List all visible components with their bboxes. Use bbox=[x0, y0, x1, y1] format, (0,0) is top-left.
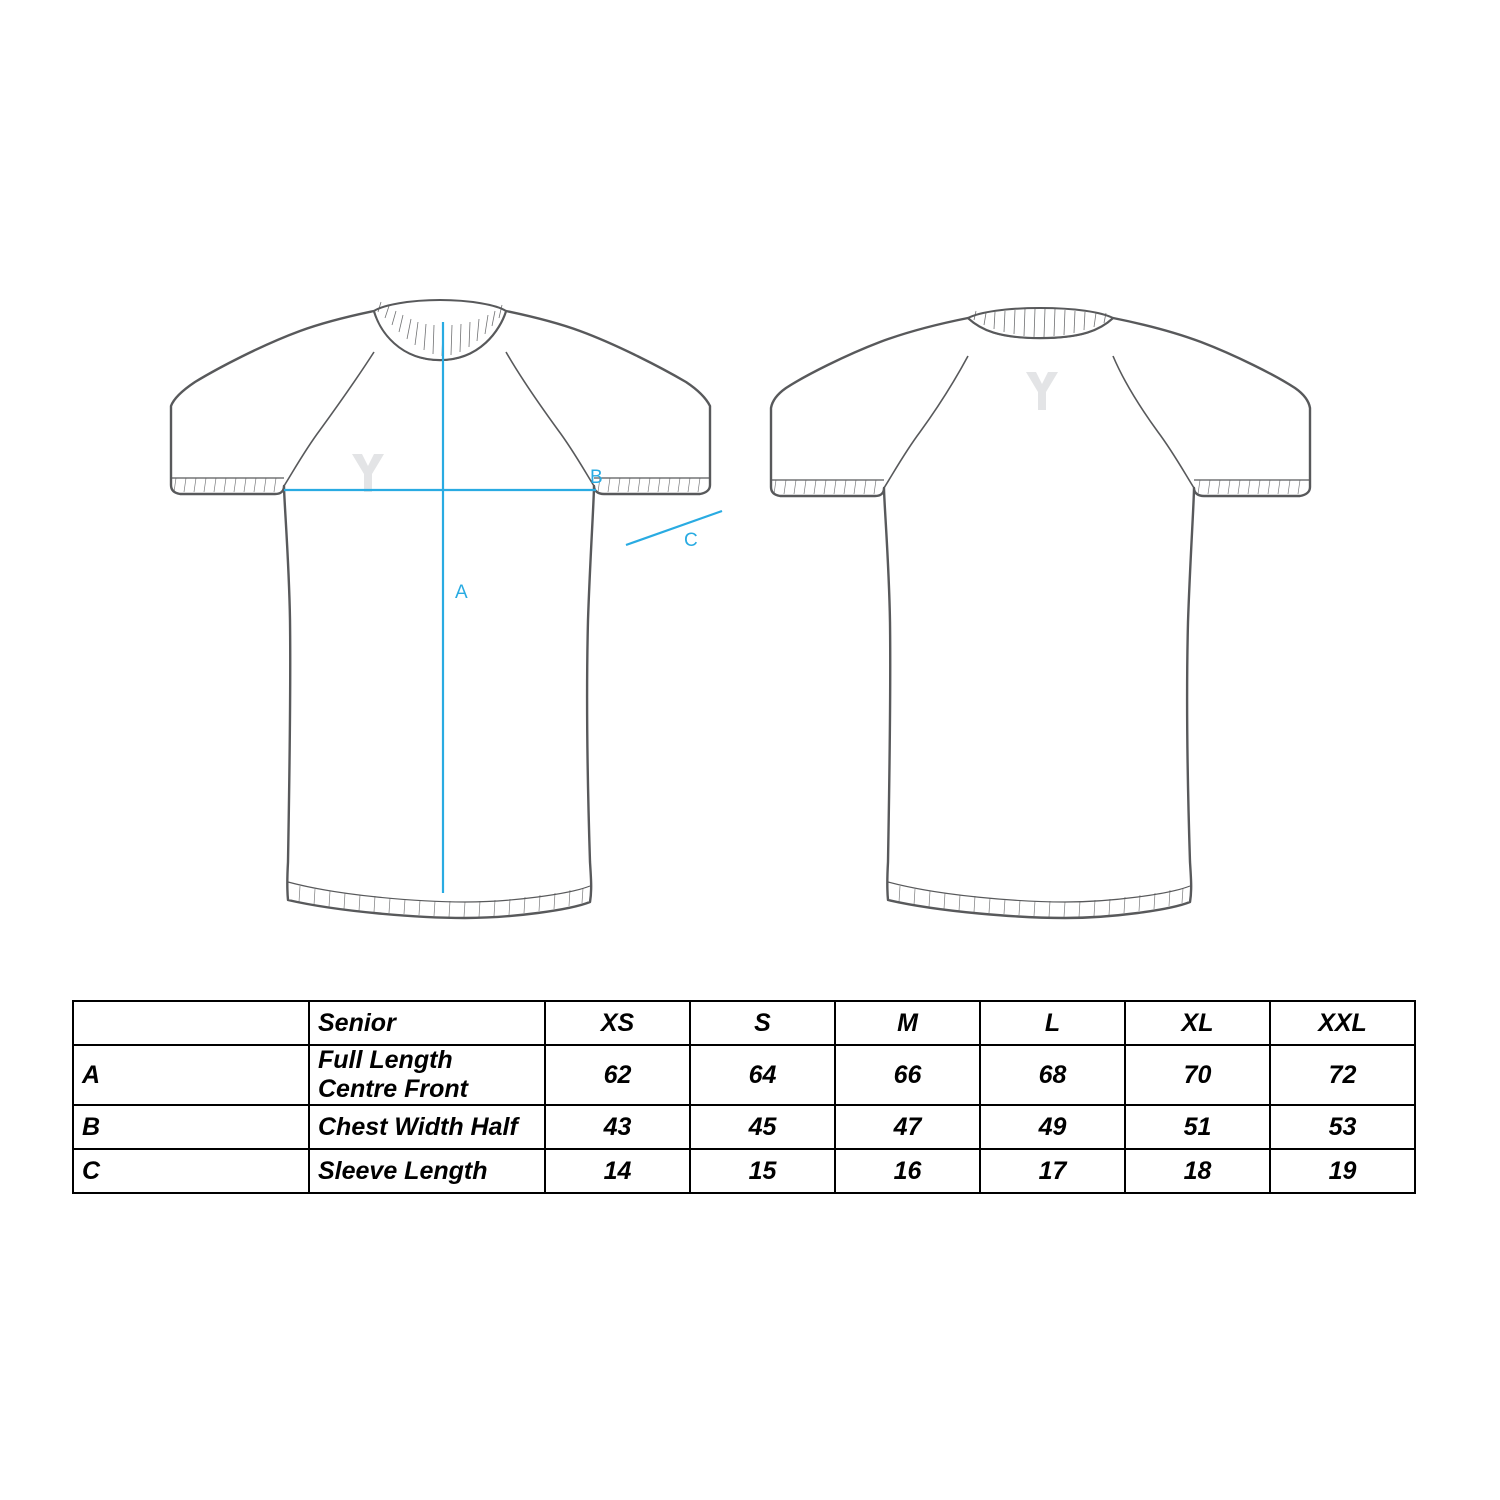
row-a-xxl: 72 bbox=[1270, 1045, 1415, 1105]
row-c-m: 16 bbox=[835, 1149, 980, 1193]
header-size-s: S bbox=[690, 1001, 835, 1045]
table-row bbox=[73, 1149, 1415, 1193]
row-a-xl: 70 bbox=[1125, 1045, 1270, 1105]
size-table bbox=[72, 1000, 1416, 1194]
row-b-l: 49 bbox=[980, 1105, 1125, 1149]
dimension-line-c bbox=[626, 511, 722, 545]
row-b-xxl: 53 bbox=[1270, 1105, 1415, 1149]
row-b-xl: 51 bbox=[1125, 1105, 1270, 1149]
row-code-a: A bbox=[73, 1045, 309, 1105]
row-a-xs: 62 bbox=[545, 1045, 690, 1105]
back-view bbox=[771, 308, 1310, 918]
table-row bbox=[73, 1045, 1415, 1105]
row-name-c: Sleeve Length bbox=[309, 1149, 545, 1193]
row-c-s: 15 bbox=[690, 1149, 835, 1193]
row-b-xs: 43 bbox=[545, 1105, 690, 1149]
header-size-m: M bbox=[835, 1001, 980, 1045]
row-code-b: B bbox=[73, 1105, 309, 1149]
row-b-m: 47 bbox=[835, 1105, 980, 1149]
row-a-l: 68 bbox=[980, 1045, 1125, 1105]
dimension-label-c: C bbox=[684, 530, 698, 551]
header-code-blank bbox=[73, 1001, 309, 1045]
row-name-b: Chest Width Half bbox=[309, 1105, 545, 1149]
header-size-xl: XL bbox=[1125, 1001, 1270, 1045]
dimension-label-b: B bbox=[590, 467, 603, 488]
row-a-m: 66 bbox=[835, 1045, 980, 1105]
size-table-header-row bbox=[73, 1001, 1415, 1045]
dimension-label-a: A bbox=[455, 582, 468, 603]
header-group-title: Senior bbox=[309, 1001, 545, 1045]
row-c-l: 17 bbox=[980, 1149, 1125, 1193]
header-size-l: L bbox=[980, 1001, 1125, 1045]
row-name-a: Full Length Centre Front bbox=[309, 1045, 545, 1105]
row-a-s: 64 bbox=[690, 1045, 835, 1105]
header-size-xs: XS bbox=[545, 1001, 690, 1045]
row-c-xs: 14 bbox=[545, 1149, 690, 1193]
size-table-container bbox=[72, 1000, 1416, 1194]
front-view bbox=[171, 300, 710, 918]
row-c-xxl: 19 bbox=[1270, 1149, 1415, 1193]
header-size-xxl: XXL bbox=[1270, 1001, 1415, 1045]
table-row bbox=[73, 1105, 1415, 1149]
row-c-xl: 18 bbox=[1125, 1149, 1270, 1193]
row-b-s: 45 bbox=[690, 1105, 835, 1149]
row-code-c: C bbox=[73, 1149, 309, 1193]
